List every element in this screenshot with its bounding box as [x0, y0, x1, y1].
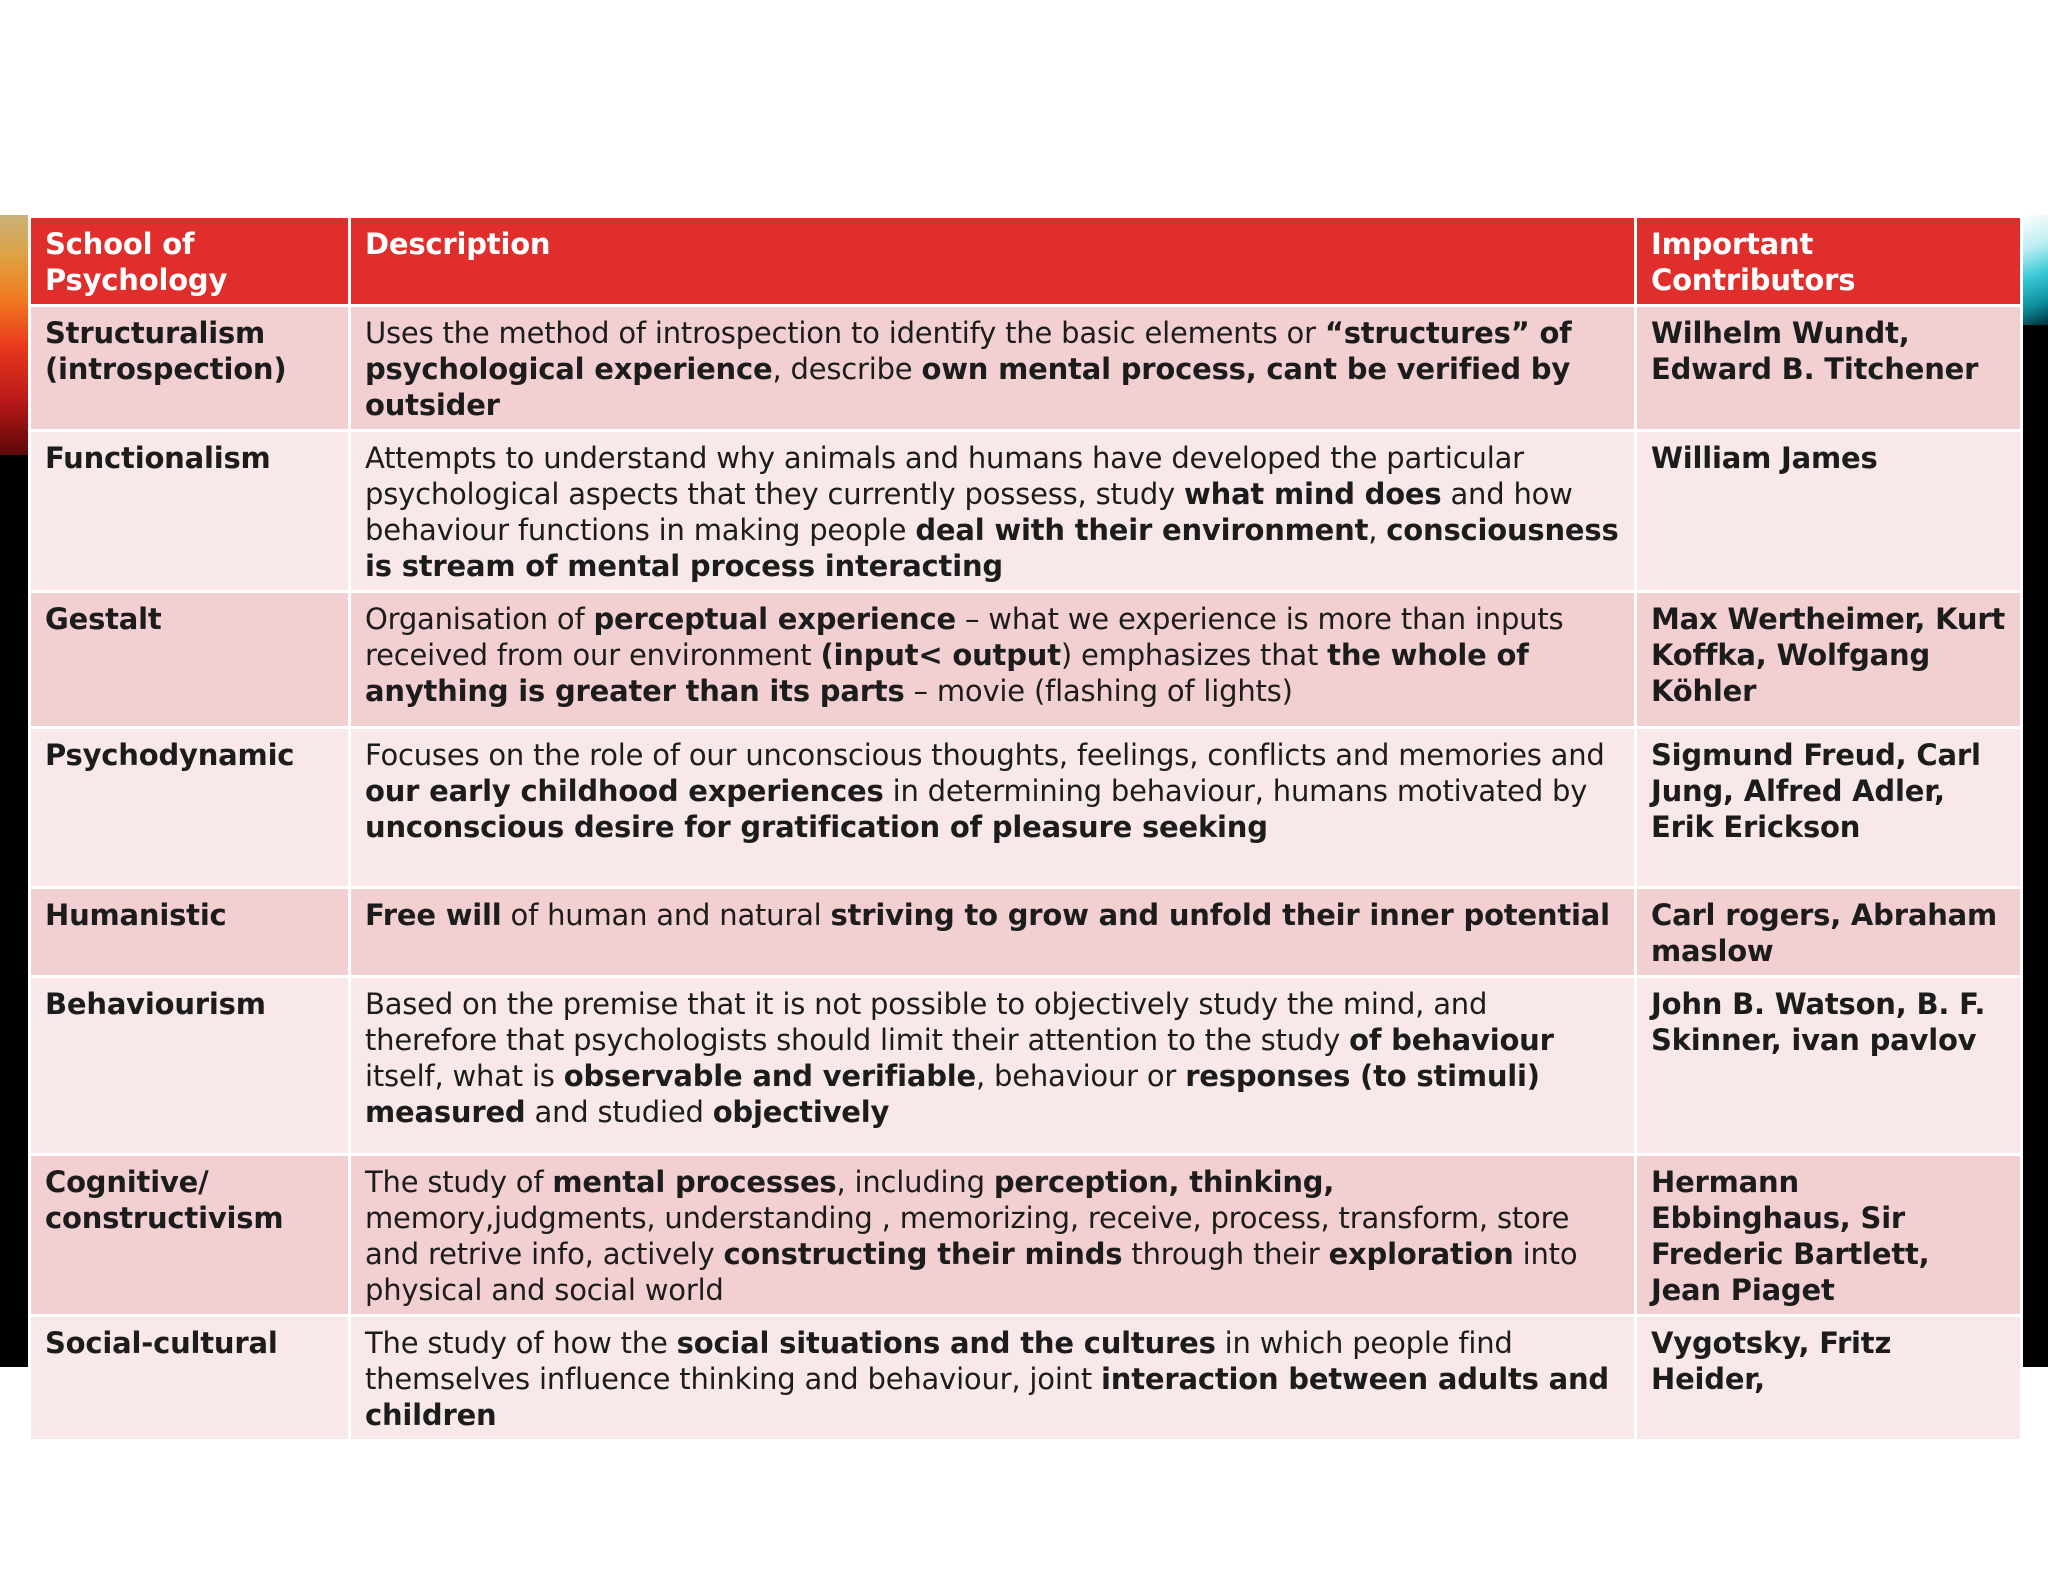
description-text: into physical and social world [365, 1237, 1578, 1307]
decorative-edge-right [2020, 215, 2048, 325]
school-name: Cognitive/ constructivism [30, 1155, 350, 1316]
description-bold-text: “structures” of psychological experience [365, 316, 1572, 386]
description-text: The study of how the [365, 1326, 677, 1360]
description-bold-text: constructing their minds [723, 1237, 1123, 1271]
school-description [350, 592, 1636, 728]
table-row [30, 431, 2022, 592]
description-text: in which people find themselves influence thinking and behaviour, joint [365, 1326, 1513, 1396]
table-row [30, 592, 2022, 728]
description-bold-text: interaction between adults and children [365, 1362, 1609, 1432]
school-name: Structuralism (introspection) [30, 306, 350, 431]
description-text: ) emphasizes that [1060, 638, 1328, 672]
description-text: Uses the method of introspection to identify the basic elements or [365, 316, 1325, 350]
description-bold-text: unconscious desire for gratification of pleasure seeking [365, 810, 1268, 844]
description-bold-text: objectively [712, 1095, 890, 1129]
school-contributors: Wilhelm Wundt, Edward B. Titchener [1636, 306, 2022, 431]
school-contributors: Hermann Ebbinghaus, Sir Frederic Bartlett, Jean Piaget [1636, 1155, 2022, 1316]
school-name: Behaviourism [30, 977, 350, 1155]
school-contributors: John B. Watson, B. F. Skinner, ivan pavlov [1636, 977, 2022, 1155]
description-bold-text: our early childhood experiences [365, 774, 884, 808]
description-bold-text: Free will [365, 898, 502, 932]
description-text: , behaviour or [975, 1059, 1186, 1093]
description-text: memory,judgments, understanding , memorizing, receive, process, transform, store and retrive info, actively [365, 1201, 1570, 1271]
description-bold-text: striving to grow and unfold their inner potential [830, 898, 1610, 932]
description-bold-text: observable and verifiable [563, 1059, 976, 1093]
description-bold-text: mental processes [552, 1165, 837, 1199]
header-row [30, 217, 2022, 306]
school-name: Humanistic [30, 888, 350, 977]
description-bold-text: perceptual experience [593, 602, 956, 636]
description-text: – movie (flashing of lights) [904, 674, 1293, 708]
description-text: , describe [772, 352, 922, 386]
school-description [350, 1155, 1636, 1316]
description-bold-text: own mental process, cant be verified by outsider [365, 352, 1571, 422]
header-description: Description [350, 217, 1636, 306]
description-bold-text: consciousness is stream of mental process interacting [365, 513, 1619, 583]
school-contributors: Sigmund Freud, Carl Jung, Alfred Adler, Erik Erickson [1636, 728, 2022, 888]
description-text: Organisation of [365, 602, 594, 636]
table-row [30, 888, 2022, 977]
description-bold-text: the whole of anything is greater than its parts [365, 638, 1529, 708]
description-bold-text: (input< output [820, 638, 1061, 672]
psychology-schools-table [28, 215, 2023, 1442]
school-description [350, 977, 1636, 1155]
description-text: , including [836, 1165, 994, 1199]
description-text: and studied [525, 1095, 713, 1129]
school-name: Functionalism [30, 431, 350, 592]
description-text: and how behaviour functions in making people [365, 477, 1573, 547]
table-row [30, 728, 2022, 888]
description-text: , [1368, 513, 1387, 547]
school-description [350, 728, 1636, 888]
table-row [30, 306, 2022, 431]
school-contributors: William James [1636, 431, 2022, 592]
school-name: Psychodynamic [30, 728, 350, 888]
decorative-edge-left [0, 215, 28, 455]
description-text: itself, what is [365, 1059, 564, 1093]
description-text: in determining behaviour, humans motivated by [883, 774, 1588, 808]
school-contributors: Vygotsky, Fritz Heider, [1636, 1316, 2022, 1441]
description-bold-text: perception, thinking, [993, 1165, 1335, 1199]
school-description [350, 431, 1636, 592]
school-contributors: Max Wertheimer, Kurt Koffka, Wolfgang Köhler [1636, 592, 2022, 728]
table-row [30, 977, 2022, 1155]
description-text: of human and natural [501, 898, 831, 932]
school-name: Gestalt [30, 592, 350, 728]
table-row [30, 1316, 2022, 1441]
header-school: School of Psychology [30, 217, 350, 306]
header-contributors: Important Contributors [1636, 217, 2022, 306]
school-name: Social-cultural [30, 1316, 350, 1441]
description-bold-text: of behaviour [1349, 1023, 1554, 1057]
description-text: – what we experience is more than inputs received from our environment [365, 602, 1564, 672]
table-row [30, 1155, 2022, 1316]
school-contributors: Carl rogers, Abraham maslow [1636, 888, 2022, 977]
school-description [350, 1316, 1636, 1441]
description-text: The study of [365, 1165, 553, 1199]
description-text: through their [1122, 1237, 1329, 1271]
description-bold-text: responses (to stimuli) measured [365, 1059, 1540, 1129]
description-text: Based on the premise that it is not possible to objectively study the mind, and therefore that psychologists should limit their attention to the study [365, 987, 1488, 1057]
school-description [350, 306, 1636, 431]
description-bold-text: social situations and the cultures [676, 1326, 1216, 1360]
description-text: Focuses on the role of our unconscious thoughts, feelings, conflicts and memories and [365, 738, 1605, 772]
description-bold-text: exploration [1328, 1237, 1514, 1271]
description-bold-text: deal with their environment [915, 513, 1369, 547]
description-text: Attempts to understand why animals and humans have developed the particular psychological aspects that they currently possess, study [365, 441, 1524, 511]
description-bold-text: what mind does [1184, 477, 1442, 511]
school-description [350, 888, 1636, 977]
